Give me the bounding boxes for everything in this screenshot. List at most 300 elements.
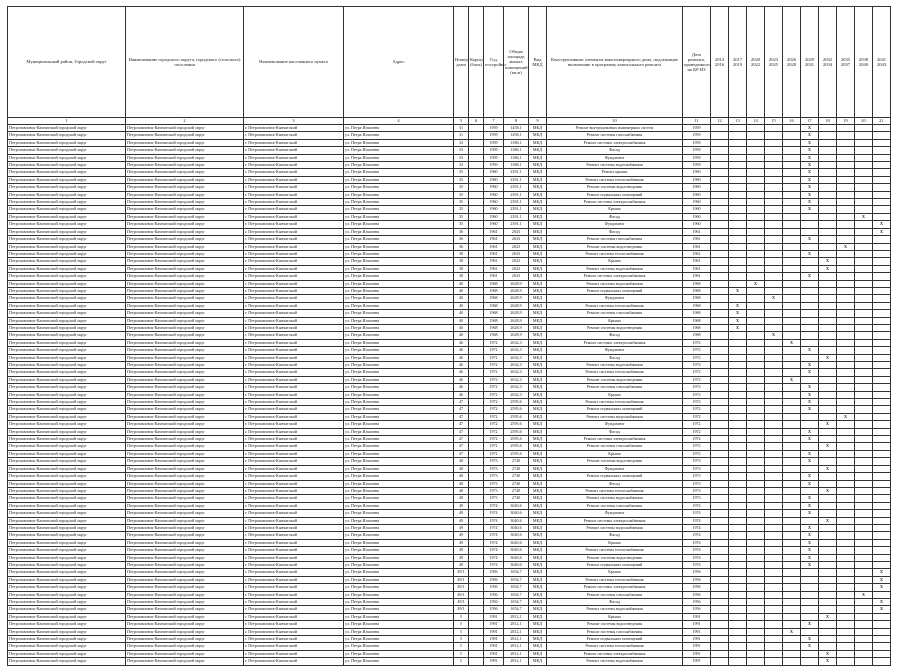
cell-works: Крыша [547,391,683,398]
cell-period-mark [747,354,765,361]
cell-period-mark: X [801,125,819,132]
cell-locality: г. Петропавловск-Камчатский [244,317,344,324]
cell-locality: г. Петропавловск-Камчатский [244,213,344,220]
cell-locality: г. Петропавловск-Камчатский [244,428,344,435]
cell-period-mark: X [819,613,837,620]
cell-period-mark: X [783,628,801,635]
cell-date-prev: 1959 [683,154,711,161]
cell-date-prev: 1960 [683,184,711,191]
cell-locality: г. Петропавловск-Камчатский [244,184,344,191]
cell-corpus [469,458,484,465]
cell-corpus [469,250,484,257]
cell-address: ул. Петра Ильичева [344,502,454,509]
cell-period-mark [873,613,891,620]
cell-period-mark [873,406,891,413]
cell-period-mark [747,547,765,554]
cell-locality: г. Петропавловск-Камчатский [244,332,344,339]
cell-period-mark [729,406,747,413]
cell-period-mark: X [801,139,819,146]
cell-settlement: Петропавловск-Камчатский городской округ [126,295,244,302]
cell-period-mark [783,362,801,369]
cell-period-mark [873,280,891,287]
table-row [8,576,891,583]
cell-period-mark [729,332,747,339]
cell-works: Ремонт системы теплоснабжения [547,487,683,494]
cell-period-mark [783,621,801,628]
cell-house-no: 36 [454,236,469,243]
cell-period-mark [765,125,783,132]
cell-period-mark [801,332,819,339]
cell-period-mark [747,510,765,517]
cell-settlement: Петропавловск-Камчатский городской округ [126,265,244,272]
header-period: 2020 2022 [747,7,765,118]
cell-corpus [469,547,484,554]
cell-settlement: Петропавловск-Камчатский городской округ [126,480,244,487]
cell-works: Ремонт системы водоснабжения [547,524,683,531]
cell-period-mark [783,399,801,406]
cell-period-mark [711,658,729,665]
cell-type: МКД [529,206,547,213]
cell-date-prev: 1991 [683,621,711,628]
cell-address: ул. Петра Ильичева [344,339,454,346]
table-row [8,273,891,280]
cell-date-prev: 1972 [683,406,711,413]
cell-period-mark [765,480,783,487]
cell-works: Ремонт системы теплоснабжения [547,399,683,406]
cell-period-mark [765,524,783,531]
cell-address: ул. Петра Ильичева [344,658,454,665]
cell-corpus [469,280,484,287]
cell-address: ул. Петра Ильичева [344,480,454,487]
cell-area: 2391,1 [504,221,529,228]
cell-period-mark [783,554,801,561]
cell-period-mark [855,169,873,176]
cell-period-mark [711,473,729,480]
cell-period-mark [783,176,801,183]
cell-address: ул. Петра Ильичева [344,487,454,494]
cell-area: 2740 [504,465,529,472]
cell-corpus [469,621,484,628]
cell-period-mark [747,480,765,487]
cell-period-mark [729,547,747,554]
cell-settlement: Петропавловск-Камчатский городской округ [126,376,244,383]
cell-type: МКД [529,495,547,502]
cell-period-mark [819,147,837,154]
cell-type: МКД [529,391,547,398]
cell-period-mark [873,591,891,598]
cell-corpus [469,221,484,228]
cell-period-mark [765,621,783,628]
cell-period-mark: X [801,169,819,176]
cell-corpus [469,162,484,169]
cell-date-prev: 1972 [683,339,711,346]
column-number: 5 [454,118,469,125]
cell-period-mark [729,132,747,139]
cell-period-mark [819,176,837,183]
cell-period-mark [855,147,873,154]
cell-period-mark: X [765,295,783,302]
cell-municipality: Петропавловск-Камчатский городской округ [8,421,126,428]
cell-period-mark: X [873,228,891,235]
cell-corpus [469,554,484,561]
cell-period-mark [711,213,729,220]
cell-date-prev: 1991 [683,636,711,643]
cell-period-mark [855,154,873,161]
cell-period-mark [873,517,891,524]
cell-works: Ремонт подвальных помещений [547,561,683,568]
cell-house-no: 46 [454,347,469,354]
cell-period-mark [747,154,765,161]
cell-locality: г. Петропавловск-Камчатский [244,176,344,183]
cell-period-mark [855,265,873,272]
cell-municipality: Петропавловск-Камчатский городской округ [8,132,126,139]
cell-period-mark: X [819,465,837,472]
cell-date-prev: 1968 [683,280,711,287]
cell-period-mark [801,221,819,228]
cell-locality: г. Петропавловск-Камчатский [244,324,344,331]
cell-period-mark [765,347,783,354]
cell-period-mark: X [801,428,819,435]
cell-period-mark [801,265,819,272]
cell-works: Фундамент [547,295,683,302]
cell-period-mark [711,532,729,539]
cell-date-prev: 1968 [683,332,711,339]
cell-period-mark [819,243,837,250]
column-number: 18 [819,118,837,125]
cell-year-built: 1960 [484,169,504,176]
cell-area: 2628,9 [504,317,529,324]
cell-settlement: Петропавловск-Камчатский городской округ [126,317,244,324]
cell-period-mark [819,162,837,169]
cell-period-mark [837,384,855,391]
cell-works: Ремонт системы электроснабжения [547,650,683,657]
cell-type: МКД [529,458,547,465]
cell-period-mark: X [801,524,819,531]
cell-period-mark [747,628,765,635]
cell-period-mark [873,310,891,317]
cell-municipality: Петропавловск-Камчатский городской округ [8,436,126,443]
cell-corpus [469,443,484,450]
cell-period-mark [765,584,783,591]
cell-period-mark [819,324,837,331]
cell-area: 2633 [504,258,529,265]
cell-address: ул. Петра Ильичева [344,347,454,354]
cell-house-no: 48 [454,473,469,480]
cell-period-mark [855,561,873,568]
cell-year-built: 1974 [484,524,504,531]
cell-house-no: 38 [454,258,469,265]
cell-period-mark [783,169,801,176]
cell-period-mark [873,421,891,428]
cell-period-mark [855,502,873,509]
cell-date-prev: 1974 [683,539,711,546]
cell-locality: г. Петропавловск-Камчатский [244,154,344,161]
cell-period-mark [873,539,891,546]
cell-type: МКД [529,399,547,406]
cell-period-mark [783,295,801,302]
cell-year-built: 1961 [484,228,504,235]
cell-area: 2812,1 [504,636,529,643]
cell-municipality: Петропавловск-Камчатский городской округ [8,347,126,354]
cell-period-mark [711,362,729,369]
header-period: 2035 2037 [837,7,855,118]
cell-corpus [469,539,484,546]
cell-period-mark [729,243,747,250]
cell-address: ул. Петра Ильичева [344,273,454,280]
cell-date-prev: 1974 [683,510,711,517]
cell-municipality: Петропавловск-Камчатский городской округ [8,443,126,450]
cell-period-mark [729,613,747,620]
cell-corpus [469,428,484,435]
cell-period-mark [747,199,765,206]
cell-locality: г. Петропавловск-Камчатский [244,606,344,613]
cell-area: 1386,1 [504,147,529,154]
header-year-built: Год постройки [484,7,504,118]
cell-period-mark [765,391,783,398]
cell-locality: г. Петропавловск-Камчатский [244,354,344,361]
cell-year-built: 1973 [484,473,504,480]
table-row [8,354,891,361]
cell-settlement: Петропавловск-Камчатский городской округ [126,287,244,294]
cell-house-no: 47 [454,428,469,435]
cell-type: МКД [529,613,547,620]
cell-settlement: Петропавловск-Камчатский городской округ [126,154,244,161]
cell-works: Фасад [547,599,683,606]
cell-works: Ремонт системы газоснабжения [547,443,683,450]
cell-period-mark [873,243,891,250]
cell-period-mark [747,658,765,665]
table-row [8,287,891,294]
cell-period-mark [819,628,837,635]
cell-period-mark [729,199,747,206]
cell-settlement: Петропавловск-Камчатский городской округ [126,132,244,139]
cell-locality: г. Петропавловск-Камчатский [244,362,344,369]
cell-date-prev: 1968 [683,302,711,309]
cell-period-mark [873,295,891,302]
cell-locality: г. Петропавловск-Камчатский [244,206,344,213]
cell-period-mark [783,539,801,546]
cell-address: ул. Петра Ильичева [344,650,454,657]
cell-period-mark [747,613,765,620]
cell-period-mark [873,132,891,139]
cell-locality: г. Петропавловск-Камчатский [244,643,344,650]
cell-period-mark [747,636,765,643]
cell-period-mark [747,413,765,420]
cell-period-mark [837,591,855,598]
cell-period-mark [837,376,855,383]
cell-year-built: 1972 [484,421,504,428]
cell-period-mark [711,487,729,494]
cell-area: 2628,9 [504,310,529,317]
cell-period-mark [765,569,783,576]
cell-period-mark [819,495,837,502]
table-row [8,636,891,643]
cell-period-mark [873,465,891,472]
cell-corpus [469,347,484,354]
cell-period-mark [819,317,837,324]
cell-period-mark [729,391,747,398]
cell-municipality: Петропавловск-Камчатский городской округ [8,539,126,546]
cell-period-mark [801,465,819,472]
cell-period-mark [783,613,801,620]
cell-date-prev: 1991 [683,643,711,650]
cell-period-mark [819,636,837,643]
cell-period-mark: X [801,250,819,257]
cell-type: МКД [529,487,547,494]
cell-period-mark [801,421,819,428]
cell-period-mark [837,310,855,317]
cell-municipality: Петропавловск-Камчатский городской округ [8,584,126,591]
cell-year-built: 1972 [484,443,504,450]
cell-period-mark [711,132,729,139]
cell-period-mark [855,569,873,576]
cell-area: 2391,1 [504,169,529,176]
cell-corpus [469,584,484,591]
cell-period-mark [765,554,783,561]
cell-year-built: 1960 [484,176,504,183]
cell-municipality: Петропавловск-Камчатский городской округ [8,125,126,132]
table-row [8,132,891,139]
cell-period-mark [711,280,729,287]
cell-period-mark: X [819,354,837,361]
cell-address: ул. Петра Ильичева [344,221,454,228]
cell-period-mark [765,199,783,206]
cell-type: МКД [529,650,547,657]
cell-corpus [469,228,484,235]
cell-period-mark [819,199,837,206]
cell-works: Ремонт подвальных помещений [547,406,683,413]
cell-period-mark [747,176,765,183]
table-row [8,517,891,524]
cell-locality: г. Петропавловск-Камчатский [244,236,344,243]
cell-works: Ремонт системы теплоснабжения [547,643,683,650]
cell-address: ул. Петра Ильичева [344,280,454,287]
cell-period-mark [873,191,891,198]
cell-settlement: Петропавловск-Камчатский городской округ [126,436,244,443]
cell-period-mark [747,295,765,302]
cell-address: ул. Петра Ильичева [344,473,454,480]
cell-period-mark [801,658,819,665]
table-row [8,362,891,369]
cell-period-mark [765,132,783,139]
cell-period-mark [711,524,729,531]
cell-period-mark [729,658,747,665]
cell-period-mark [765,362,783,369]
cell-period-mark [747,347,765,354]
cell-period-mark [855,495,873,502]
cell-period-mark [729,258,747,265]
cell-locality: г. Петропавловск-Камчатский [244,139,344,146]
cell-settlement: Петропавловск-Камчатский городской округ [126,524,244,531]
cell-settlement: Петропавловск-Камчатский городской округ [126,636,244,643]
cell-address: ул. Петра Ильичева [344,436,454,443]
table-row [8,480,891,487]
cell-area: 2632,3 [504,362,529,369]
cell-area: 2632,3 [504,339,529,346]
cell-period-mark [855,243,873,250]
cell-works: Ремонт системы газоснабжения [547,310,683,317]
cell-house-no: 47 [454,413,469,420]
cell-period-mark [855,125,873,132]
cell-area: 1654,7 [504,584,529,591]
cell-area: 2595,6 [504,421,529,428]
cell-municipality: Петропавловск-Камчатский городской округ [8,191,126,198]
cell-date-prev: 1974 [683,561,711,568]
cell-period-mark [837,287,855,294]
cell-year-built: 1972 [484,399,504,406]
cell-locality: г. Петропавловск-Камчатский [244,347,344,354]
cell-period-mark [711,599,729,606]
cell-period-mark [873,532,891,539]
cell-corpus [469,191,484,198]
cell-period-mark [729,561,747,568]
cell-period-mark [837,295,855,302]
cell-year-built: 1956 [484,569,504,576]
cell-period-mark [711,569,729,576]
cell-period-mark [729,450,747,457]
cell-date-prev: 1960 [683,213,711,220]
cell-house-no: 47 [454,421,469,428]
cell-period-mark [873,658,891,665]
cell-address: ул. Петра Ильичева [344,532,454,539]
cell-period-mark [711,125,729,132]
cell-period-mark [711,310,729,317]
cell-works: Ремонт подвальных помещений [547,473,683,480]
cell-settlement: Петропавловск-Камчатский городской округ [126,487,244,494]
cell-year-built: 1956 [484,591,504,598]
header-type: Вид МКД [529,7,547,118]
cell-period-mark [765,280,783,287]
cell-period-mark: X [729,324,747,331]
cell-house-no: 40 [454,295,469,302]
cell-period-mark [711,517,729,524]
cell-area: 2633 [504,243,529,250]
cell-period-mark [729,569,747,576]
cell-period-mark: X [873,584,891,591]
cell-year-built: 1956 [484,576,504,583]
table-row [8,154,891,161]
cell-period-mark [783,524,801,531]
cell-year-built: 1974 [484,532,504,539]
cell-area: 2595,6 [504,428,529,435]
cell-period-mark [783,332,801,339]
cell-period-mark [837,510,855,517]
cell-period-mark [837,362,855,369]
cell-house-no: 33 [454,147,469,154]
cell-type: МКД [529,302,547,309]
cell-type: МКД [529,191,547,198]
cell-locality: г. Петропавловск-Камчатский [244,391,344,398]
cell-date-prev: 1956 [683,569,711,576]
cell-period-mark [783,199,801,206]
cell-settlement: Петропавловск-Камчатский городской округ [126,184,244,191]
cell-period-mark [711,436,729,443]
cell-works: Крыша [547,539,683,546]
cell-date-prev: 1972 [683,421,711,428]
cell-municipality: Петропавловск-Камчатский городской округ [8,332,126,339]
cell-address: ул. Петра Ильичева [344,176,454,183]
cell-date-prev: 1960 [683,191,711,198]
cell-type: МКД [529,280,547,287]
cell-works: Фасад [547,332,683,339]
cell-period-mark: X [801,450,819,457]
cell-period-mark [855,332,873,339]
cell-period-mark [747,147,765,154]
cell-house-no: 49/1 [454,584,469,591]
cell-period-mark [819,584,837,591]
cell-corpus [469,576,484,583]
cell-year-built: 1968 [484,324,504,331]
